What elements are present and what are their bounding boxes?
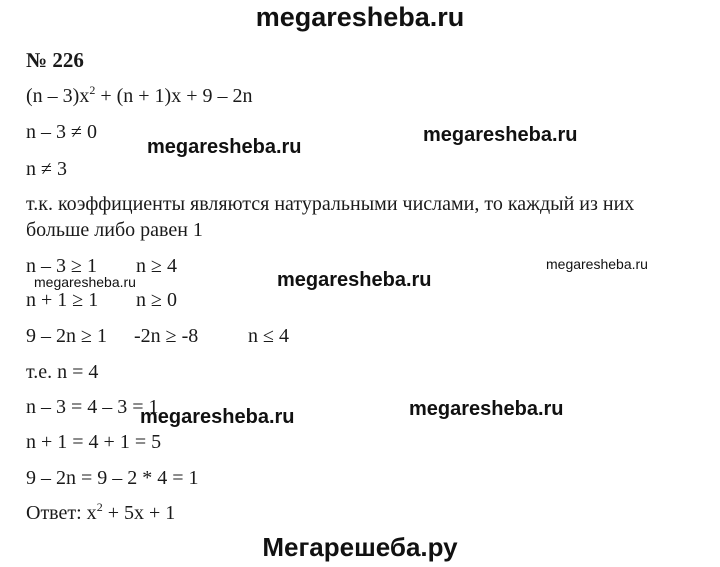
check-2: n + 1 = 4 + 1 = 5 [26,431,162,453]
inequality-2 [26,289,177,312]
answer [26,502,175,525]
watermark-overlay: megaresheba.ru [277,269,432,291]
inequality-1-right: n ≥ 4 [136,255,177,277]
watermark-overlay-small: megaresheba.ru [546,256,648,272]
watermark-overlay: megaresheba.ru [423,124,578,146]
expression [26,85,253,108]
conclusion: т.е. n = 4 [26,361,99,383]
task-number: № 226 [26,48,84,72]
watermark-bottom: Мегарешеба.ру [262,532,458,562]
inequality-1-left: n – 3 ≥ 1 [26,255,97,277]
watermark-overlay: megaresheba.ru [409,398,564,420]
expression-part-b: + (n + 1)x + 9 – 2n [95,85,253,107]
expression-exponent: 2 [89,83,96,97]
watermark-top: megaresheba.ru [255,2,465,32]
inequality-2-left: n + 1 ≥ 1 [26,289,99,311]
condition-2: n ≠ 3 [26,158,67,180]
note-line-1: т.к. коэффициенты являются натуральными числами, то каждый из них [26,193,635,215]
check-3: 9 – 2n = 9 – 2 * 4 = 1 [26,467,199,489]
inequality-3-left: 9 – 2n ≥ 1 [26,325,107,347]
inequality-3-right: n ≤ 4 [248,325,289,347]
answer-part-a: Ответ: x [26,502,97,524]
expression-part-a: (n – 3)x [26,85,90,107]
inequality-2-right: n ≥ 0 [136,289,177,311]
answer-part-b: + 5x + 1 [102,502,176,524]
watermark-overlay-small: megaresheba.ru [34,274,136,290]
check-1: n – 3 = 4 – 3 = 1 [26,396,159,418]
answer-exponent: 2 [96,500,103,514]
inequality-3-middle: -2n ≥ -8 [134,325,199,347]
note-line-2: больше либо равен 1 [26,219,203,241]
watermark-overlay: megaresheba.ru [140,406,295,428]
inequality-3 [26,325,289,348]
condition-1: n – 3 ≠ 0 [26,121,97,143]
watermark-overlay: megaresheba.ru [147,136,302,158]
